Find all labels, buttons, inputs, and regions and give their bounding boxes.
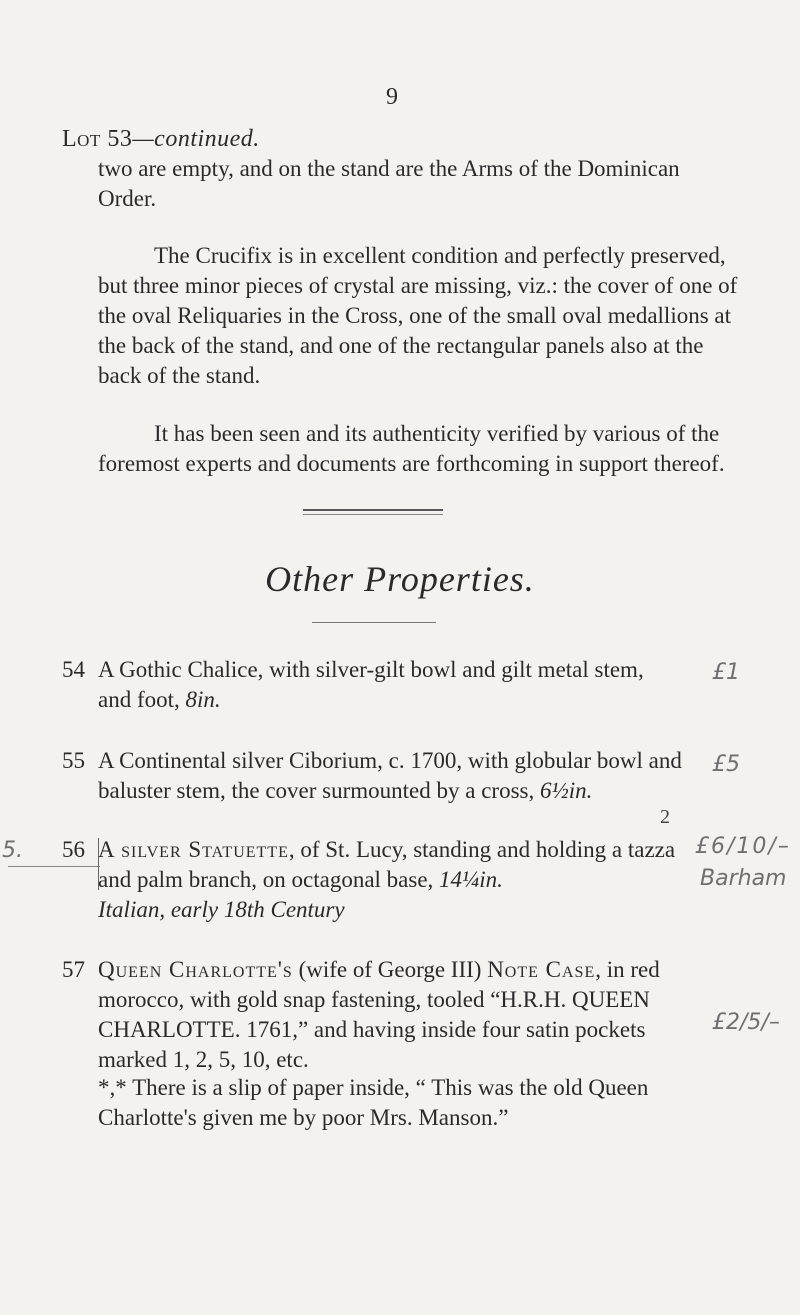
lot-entry-55 [62, 746, 682, 806]
lot-size: 8in. [185, 687, 221, 712]
lot-heading-continued: —continued. [132, 126, 260, 152]
handwritten-price-57: £2/5/– [712, 1010, 780, 1035]
handwritten-left-mark: 5. [2, 838, 23, 863]
footnote: *,* There is a slip of paper inside, “ This was the old Queen Charlotte's given me by poor Mrs. Manson.” [98, 1075, 649, 1130]
lot-entry-57 [62, 955, 682, 1075]
lot-number: 57 [62, 957, 85, 982]
paragraph-arms: two are empty, and on the stand are the Arms of the Dominican Order. [98, 156, 680, 211]
page-number: 9 [386, 84, 398, 110]
section-divider [303, 509, 443, 515]
lot-heading-label: Lot 53 [62, 126, 133, 152]
lot-number: 54 [62, 657, 85, 682]
lot-number: 56 [62, 837, 85, 862]
lot-description: Queen Charlotte's (wife of George III) Note Case, in red morocco, with gold snap fastening, tooled “H.R.H. QUEEN CHARLOTTE. 1761,” and having inside four satin pockets marked 1, 2, 5, 10, etc. [98, 957, 660, 1072]
handwritten-price-55: £5 [712, 752, 740, 777]
handwritten-price-54: £1 [712, 660, 740, 685]
lot-description: A Continental silver Ciborium, c. 1700, with globular bowl and baluster stem, the cover surmounted by a cross, 6½in. [98, 748, 682, 803]
lot-origin: Italian, early 18th Century [98, 897, 345, 922]
paragraph-condition: The Crucifix is in excellent condition and perfectly preserved, but three minor pieces of crystal are missing, viz.: the cover of one of the oval Reliquaries in the Cross, one of the small oval medallions at the back of the stand, and one of the rectangular panels also at the back of the stand. [98, 243, 738, 388]
lot-heading [62, 126, 260, 153]
lot-description: A silver Statuette, of St. Lucy, standing and holding a tazza and palm branch, on octagonal base, 14¼in. Italian, early 18th Century [98, 837, 676, 922]
paragraph-authenticity: It has been seen and its authenticity verified by various of the foremost experts and documents are forthcoming in support thereof. [98, 421, 725, 476]
margin-figure: 2 [660, 806, 670, 828]
lot-description: A Gothic Chalice, with silver-gilt bowl and gilt metal stem, and foot, 8in. [98, 657, 644, 712]
lot-entry-56 [62, 835, 682, 925]
lot-size: 6½in. [540, 778, 593, 803]
lot-number: 55 [62, 748, 85, 773]
lot-size: 14¼in. [439, 867, 503, 892]
section-title: Other Properties. [265, 559, 535, 599]
handwritten-price-56: £6/10/– [695, 834, 791, 859]
title-underline [312, 622, 436, 623]
lot-entry-54 [62, 655, 682, 715]
handwritten-buyer-56: Barham [700, 866, 787, 891]
